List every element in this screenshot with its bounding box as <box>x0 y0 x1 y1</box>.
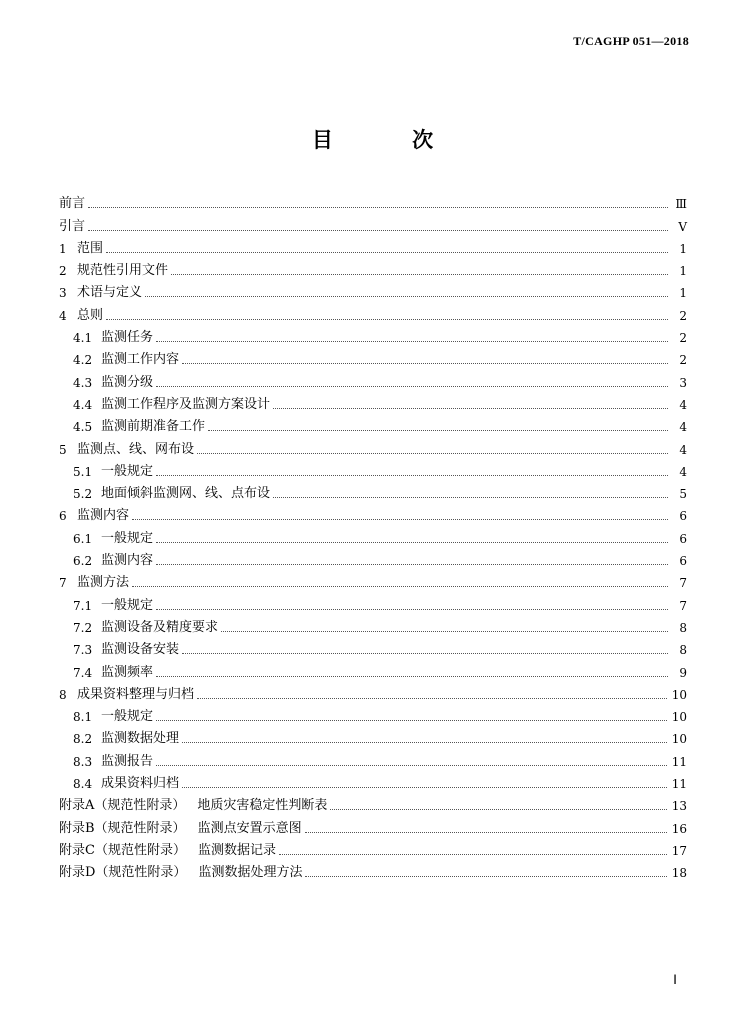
toc-entry[interactable] <box>59 792 687 814</box>
toc-entry-title: 监测频率 <box>101 664 154 680</box>
toc-entry[interactable] <box>59 614 687 636</box>
toc-entry-title: 规范性引用文件 <box>77 263 169 279</box>
toc-entry-page: 16 <box>671 821 687 836</box>
toc-entry-page: 8 <box>679 620 687 635</box>
toc-entry[interactable] <box>59 859 687 881</box>
toc-entry-page: 11 <box>671 754 687 769</box>
dot-leader <box>88 230 668 231</box>
toc-entry-number: 7.1 <box>73 598 93 613</box>
toc-entry-title: 成果资料整理与归档 <box>77 686 195 702</box>
dot-leader <box>197 698 667 699</box>
dot-leader <box>197 453 668 454</box>
toc-entry-page: 6 <box>679 531 687 546</box>
dot-leader <box>156 564 668 565</box>
toc-entry-page: 8 <box>679 643 687 658</box>
toc-entry[interactable] <box>59 435 687 457</box>
toc-entry[interactable] <box>59 212 687 234</box>
toc-entry-title: 总则 <box>77 307 104 323</box>
dot-leader <box>305 876 666 877</box>
dot-leader <box>88 207 668 208</box>
toc-entry-page: 7 <box>679 576 687 591</box>
dot-leader <box>273 497 668 498</box>
dot-leader <box>106 252 668 253</box>
toc-entry-number: 4.5 <box>73 420 93 435</box>
toc-entry-title: 一般规定 <box>101 597 154 613</box>
toc-entry-title: 一般规定 <box>101 530 154 546</box>
toc-entry-title: 监测数据处理方法 <box>198 865 303 881</box>
toc-entry[interactable] <box>59 502 687 524</box>
toc-entry-number: 7.4 <box>73 665 93 680</box>
toc-entry-number: 7 <box>59 576 67 591</box>
toc-entry-number: 8.3 <box>73 754 93 769</box>
toc-entry-number: 2 <box>59 264 67 279</box>
toc-entry-page: 5 <box>679 487 687 502</box>
toc-entry-page: 6 <box>679 509 687 524</box>
dot-leader <box>156 609 668 610</box>
document-code: T/CAGHP 051—2018 <box>573 34 689 48</box>
toc-entry[interactable] <box>59 591 687 613</box>
toc-entry-appendix-label: 附录B（规范性附录） <box>59 820 186 836</box>
dot-leader <box>132 586 668 587</box>
toc-entry-title: 监测设备安装 <box>101 642 180 658</box>
toc-entry-number: 6 <box>59 509 67 524</box>
toc-entry-page: 10 <box>671 687 687 702</box>
toc-entry-number: 4.4 <box>73 397 93 412</box>
dot-leader <box>171 274 668 275</box>
toc-entry[interactable] <box>59 569 687 591</box>
toc-entry[interactable] <box>59 190 687 212</box>
toc-entry-title: 监测工作内容 <box>101 352 180 368</box>
dot-leader <box>132 519 668 520</box>
toc-entry-page: 13 <box>671 799 687 814</box>
toc-entry-title: 术语与定义 <box>77 285 143 301</box>
toc-entry[interactable] <box>59 658 687 680</box>
toc-entry-title: 一般规定 <box>101 709 154 725</box>
toc-entry-title: 监测工作程序及监测方案设计 <box>101 396 271 412</box>
toc-entry-number: 4 <box>59 308 67 323</box>
dot-leader <box>305 832 667 833</box>
toc-entry-number: 4.1 <box>73 331 93 346</box>
toc-entry-title: 成果资料归档 <box>101 776 180 792</box>
toc-entry-number: 1 <box>59 241 67 256</box>
dot-leader <box>156 475 668 476</box>
toc-entry-number: 4.2 <box>73 353 93 368</box>
toc-entry-page: 2 <box>679 308 687 323</box>
toc-entry-title: 一般规定 <box>101 463 154 479</box>
toc-entry[interactable] <box>59 703 687 725</box>
toc-entry-title: 监测数据记录 <box>197 842 276 858</box>
toc-entry[interactable] <box>59 681 687 703</box>
toc-entry-number: 8.4 <box>73 777 93 792</box>
toc-entry-title: 监测分级 <box>101 374 154 390</box>
toc-entry-title: 监测内容 <box>77 508 130 524</box>
dot-leader <box>221 631 668 632</box>
toc-entry-page: 9 <box>679 665 687 680</box>
toc-entry-appendix-label: 附录D（规范性附录） <box>59 865 187 881</box>
toc-entry-number: 6.2 <box>73 554 93 569</box>
toc-entry-page: 3 <box>679 375 687 390</box>
toc-entry-page: 4 <box>679 442 687 457</box>
toc-entry-title: 监测数据处理 <box>101 731 180 747</box>
toc-entry-page: 10 <box>671 732 687 747</box>
toc-entry-number: 7.2 <box>73 620 93 635</box>
toc-entry-number: 4.3 <box>73 375 93 390</box>
toc-entry-title: 地面倾斜监测网、线、点布设 <box>101 486 271 502</box>
dot-leader <box>156 676 668 677</box>
dot-leader <box>182 653 668 654</box>
dot-leader <box>156 341 668 342</box>
toc-entry-page: 1 <box>679 286 687 301</box>
dot-leader <box>156 720 667 721</box>
toc-entry[interactable] <box>59 391 687 413</box>
toc-entry-title: 范围 <box>77 240 104 256</box>
toc-entry-page: 4 <box>679 420 687 435</box>
toc-entry-title: 前言 <box>59 196 86 212</box>
toc-entry-title: 监测内容 <box>101 553 154 569</box>
dot-leader <box>208 430 668 431</box>
toc-entry-page: 10 <box>671 710 687 725</box>
toc-entry-number: 5 <box>59 442 67 457</box>
dot-leader <box>145 296 668 297</box>
toc-entry-page: Ⅴ <box>678 219 687 234</box>
page-title: 目 次 <box>311 128 470 152</box>
toc-entry-appendix-label: 附录A（规范性附录） <box>59 798 186 814</box>
toc-entry-appendix-label: 附录C（规范性附录） <box>59 842 186 858</box>
toc-entry-number: 8 <box>59 687 67 702</box>
dot-leader <box>273 408 668 409</box>
toc-entry-page: 17 <box>671 843 687 858</box>
toc-entry[interactable] <box>59 324 687 346</box>
dot-leader <box>106 319 668 320</box>
toc-entry-number: 3 <box>59 286 67 301</box>
toc-entry[interactable] <box>59 547 687 569</box>
toc-entry[interactable] <box>59 636 687 658</box>
table-of-contents <box>59 190 687 881</box>
dot-leader <box>156 386 668 387</box>
toc-entry-page: 4 <box>679 464 687 479</box>
dot-leader <box>156 542 668 543</box>
toc-entry[interactable] <box>59 524 687 546</box>
toc-entry-title: 监测前期准备工作 <box>101 419 206 435</box>
toc-entry[interactable] <box>59 279 687 301</box>
toc-entry[interactable] <box>59 480 687 502</box>
toc-entry-number: 5.2 <box>73 487 93 502</box>
toc-entry-page: 2 <box>679 331 687 346</box>
toc-entry-number: 6.1 <box>73 531 93 546</box>
toc-entry[interactable] <box>59 235 687 257</box>
toc-entry-page: Ⅲ <box>675 197 687 212</box>
toc-entry[interactable] <box>59 814 687 836</box>
dot-leader <box>182 787 667 788</box>
toc-entry-title: 监测报告 <box>101 753 154 769</box>
toc-entry[interactable] <box>59 346 687 368</box>
dot-leader <box>156 765 667 766</box>
toc-entry-title: 监测方法 <box>77 575 130 591</box>
toc-entry-number: 5.1 <box>73 464 93 479</box>
dot-leader <box>279 854 667 855</box>
dot-leader <box>330 809 666 810</box>
toc-entry-page: 11 <box>671 777 687 792</box>
toc-entry-title: 监测设备及精度要求 <box>101 619 219 635</box>
toc-entry-title: 引言 <box>59 218 86 234</box>
toc-entry-page: 4 <box>679 397 687 412</box>
dot-leader <box>182 363 668 364</box>
toc-entry-title: 地质灾害稳定性判断表 <box>197 798 328 814</box>
toc-entry-page: 2 <box>679 353 687 368</box>
toc-entry-page: 1 <box>679 241 687 256</box>
toc-entry-number: 8.2 <box>73 732 93 747</box>
dot-leader <box>182 742 667 743</box>
toc-entry-page: 7 <box>679 598 687 613</box>
toc-entry-title: 监测点、线、网布设 <box>77 441 195 457</box>
toc-entry[interactable] <box>59 725 687 747</box>
toc-entry[interactable] <box>59 458 687 480</box>
page-number: Ⅰ <box>673 972 677 987</box>
toc-entry[interactable] <box>59 368 687 390</box>
toc-entry[interactable] <box>59 257 687 279</box>
toc-entry-page: 18 <box>671 866 687 881</box>
toc-entry-title: 监测任务 <box>101 330 154 346</box>
toc-entry-number: 7.3 <box>73 643 93 658</box>
toc-entry[interactable] <box>59 747 687 769</box>
toc-entry[interactable] <box>59 837 687 859</box>
toc-entry-page: 6 <box>679 554 687 569</box>
toc-entry-page: 1 <box>679 264 687 279</box>
toc-entry[interactable] <box>59 770 687 792</box>
toc-entry-title: 监测点安置示意图 <box>197 820 302 836</box>
toc-entry-number: 8.1 <box>73 710 93 725</box>
toc-entry[interactable] <box>59 413 687 435</box>
toc-entry[interactable] <box>59 301 687 323</box>
